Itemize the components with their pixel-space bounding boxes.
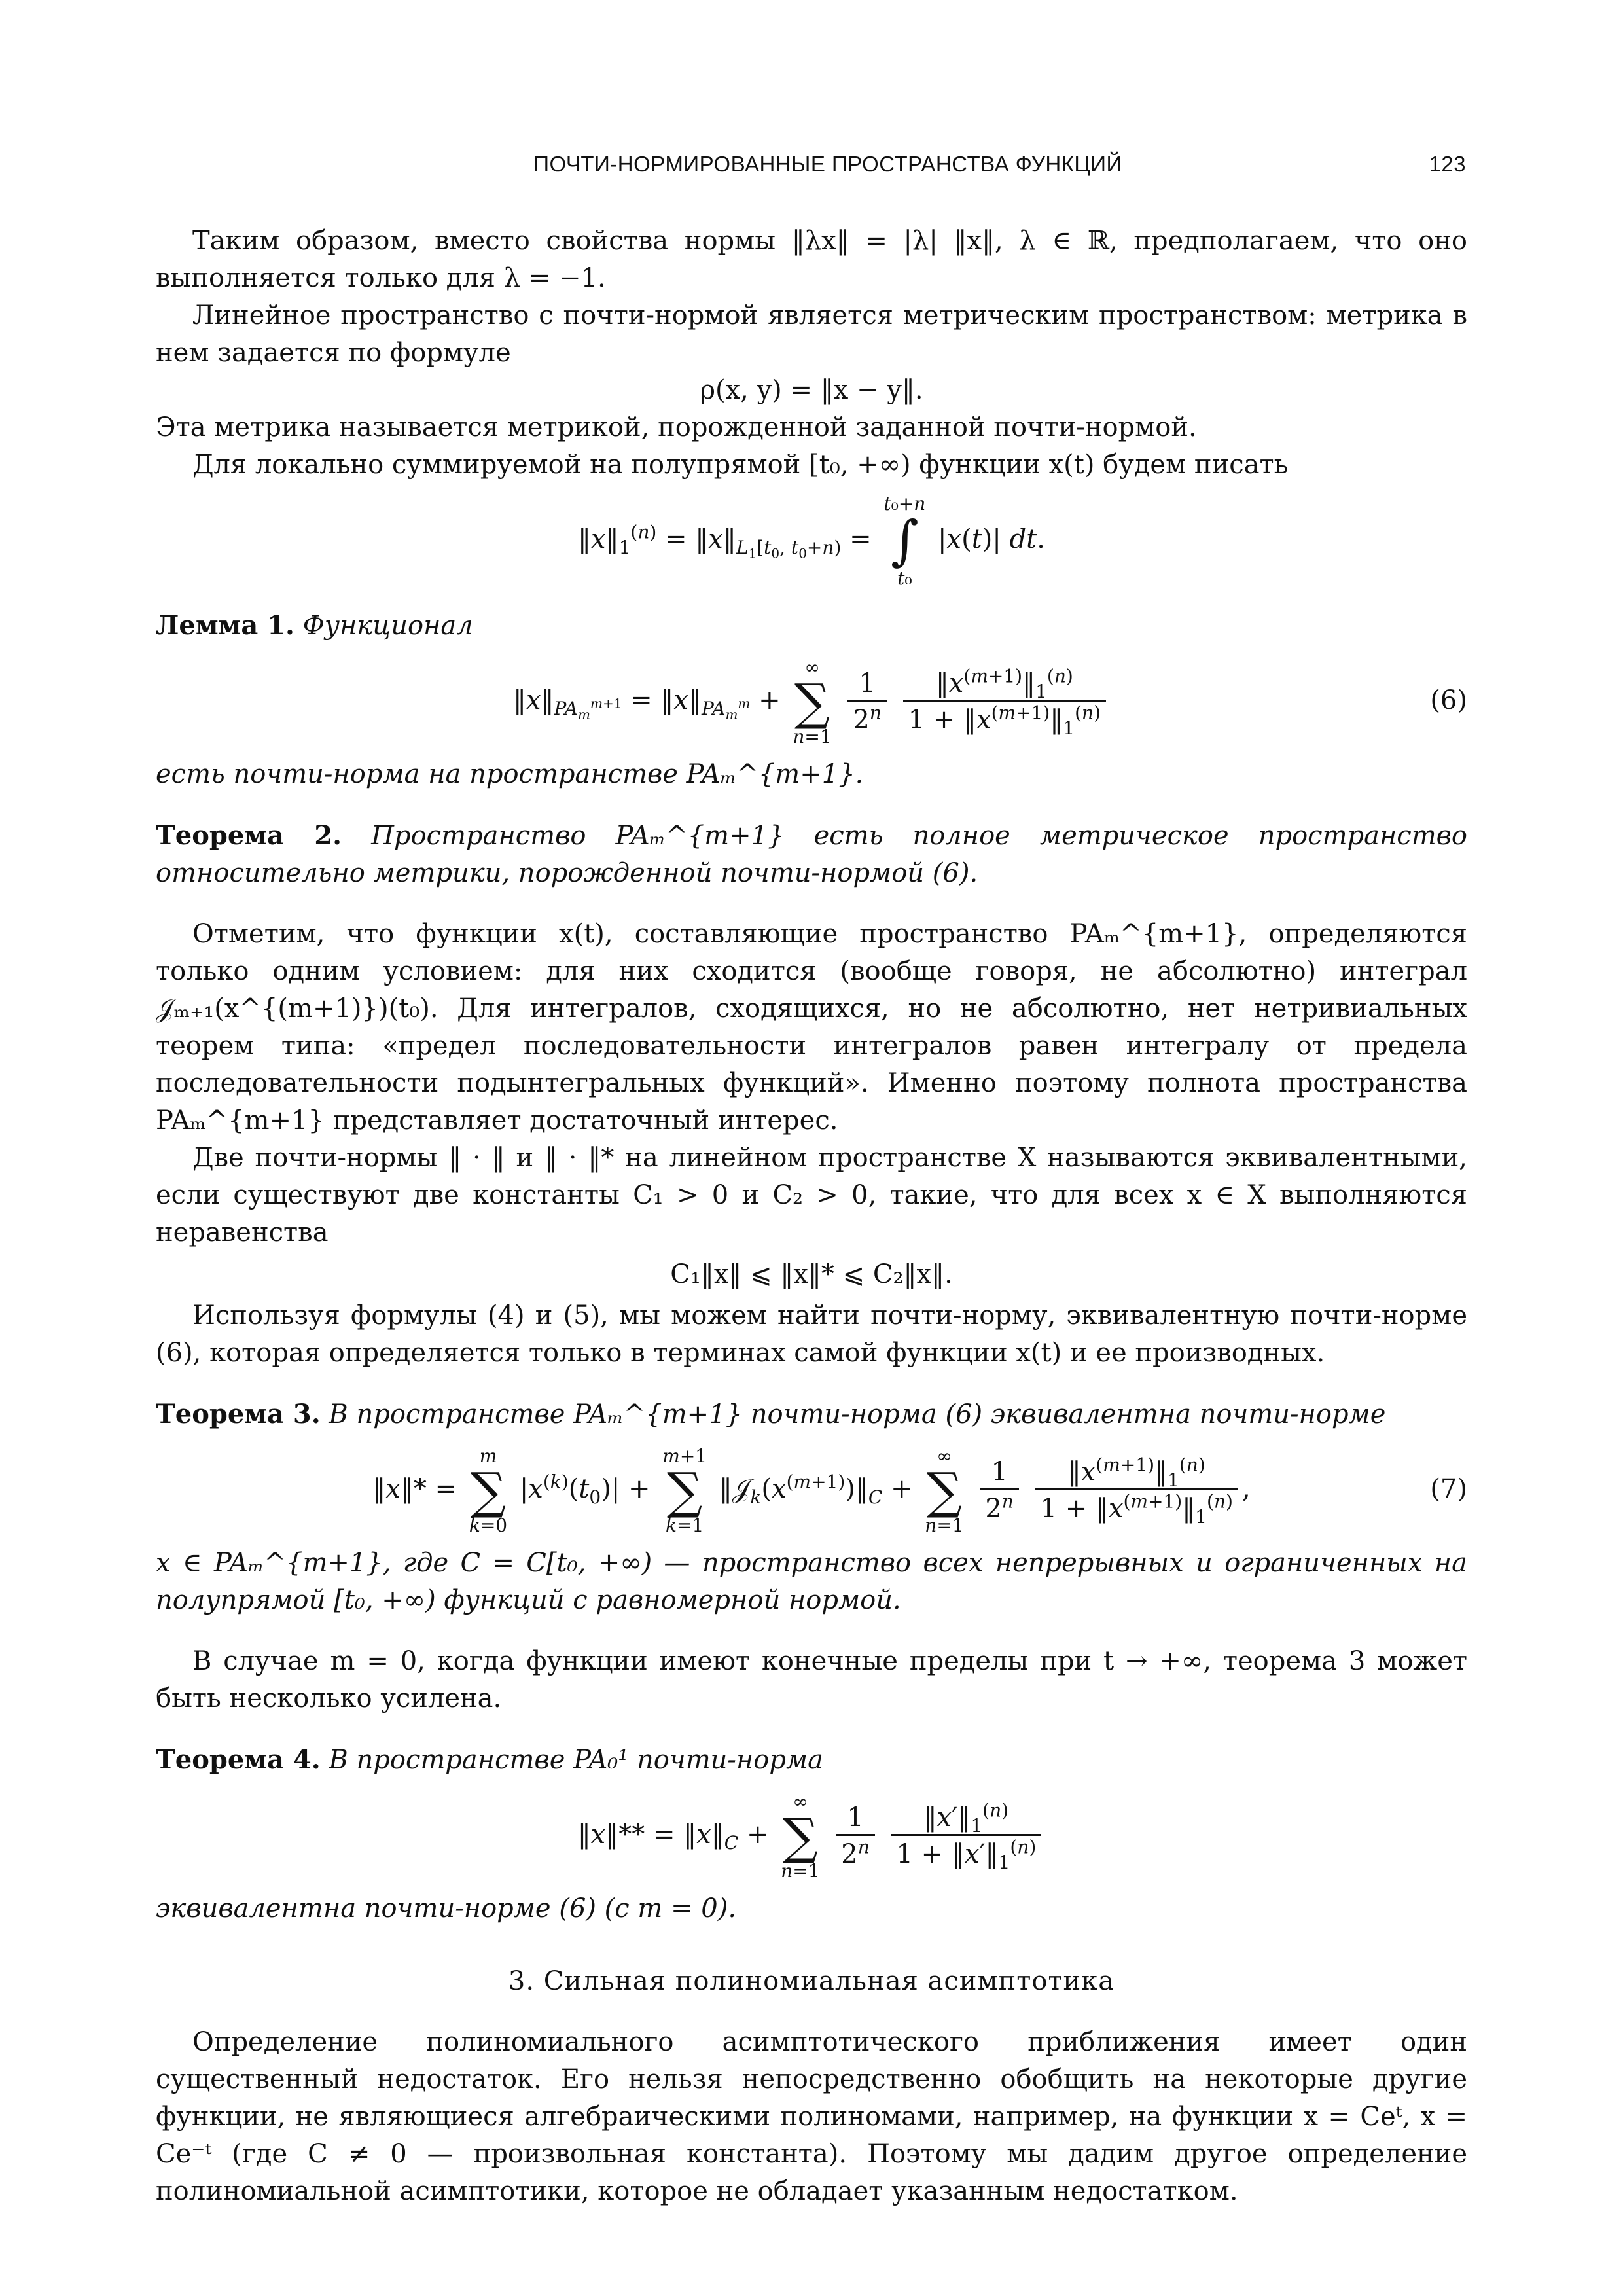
theorem-3-text: В пространстве PAₘ^{m+1} почти-норма (6) эквивалентна почти-норме	[329, 1399, 1386, 1429]
theorem-4-text: В пространстве PA₀¹ почти-норма	[329, 1745, 823, 1775]
equation-6: $‖x‖_{PA_m^{m+1}}$ = $‖x‖_{PA_m^m}$ + ∞ ∑ n=1 $\frac{1}{2^n}$ $\frac{‖x^{(m+1)}‖_1^{(n)}}{1 + ‖x^{(m+1)}‖_1^{(n)}}$ (6)	[156, 645, 1467, 756]
theorem-2-text: Пространство PAₘ^{m+1} есть полное метрическое пространство относительно метрики, порожденной почти-нормой (6).	[156, 821, 1467, 888]
section-3-heading: 3. Сильная полиномиальная асимптотика	[508, 1966, 1115, 1996]
theorem-4	[156, 1741, 1467, 1779]
theorem-3	[156, 1395, 1467, 1433]
equation-7: ‖x‖* = m ∑ k=0 $|x^{(k)}(t_0)|$ + m+1 ∑ k=1 $‖𝒥_k(x^{(m+1)})‖_C$ + ∞ ∑ n=1 $\frac{1}{2^n}$ $\frac{‖x^{(m+1)}‖_1^{(n)}}{1 + ‖x^{(m+1)}‖_1^{(n)}}$ , (7)	[156, 1433, 1467, 1545]
theorem-4-conclusion: эквивалентна почти-норме (6) (с m = 0).	[156, 1893, 737, 1924]
lemma-1-conclusion: есть почти-норма на пространстве PAₘ^{m+1}.	[156, 759, 864, 789]
page-number: 123	[1429, 152, 1466, 176]
paragraph-using-formulas: Используя формулы (4) и (5), мы можем найти почти-норму, эквивалентную почти-норме (6), которая определяется только в терминах самой функции x(t) и ее производных.	[156, 1300, 1467, 1368]
paragraph-local-summable: Для локально суммируемой на полупрямой [t₀, +∞) функции x(t) будем писать	[192, 450, 1289, 480]
lemma-1	[156, 607, 1467, 645]
theorem-3-conclusion: x ∈ PAₘ^{m+1}, где C = C[t₀, +∞) — пространство всех непрерывных и ограниченных на полупрямой [t₀, +∞) функций с равномерной нормой.	[156, 1548, 1467, 1615]
equation-number-7: (7)	[1430, 1474, 1467, 1504]
theorem-4-label: Теорема 4.	[156, 1744, 321, 1775]
equation-star-star: ‖x‖** = $‖x‖_C$ + ∞ ∑ n=1 $\frac{1}{2^n}$ $\frac{‖x'‖_1^{(n)}}{1 + ‖x'‖_1^{(n)}}$	[156, 1779, 1467, 1890]
equation-metric: ρ(x, y) = ‖x − y‖.	[700, 375, 923, 405]
lemma-1-text: Функционал	[302, 611, 473, 641]
paragraph-induced-metric: Эта метрика называется метрикой, порожденной заданной почти-нормой.	[156, 412, 1197, 442]
equation-number-6: (6)	[1430, 685, 1467, 715]
theorem-2	[156, 817, 1467, 892]
equation-inequality: C₁‖x‖ ⩽ ‖x‖* ⩽ C₂‖x‖.	[670, 1259, 953, 1289]
paragraph-convergence-remark: Отметим, что функции x(t), составляющие пространство PAₘ^{m+1}, определяются только одним условием: для них сходится (вообще говоря, не абсолютно) интеграл 𝒥ₘ₊₁(x^{(m+1)})(t₀). Для интегралов, сходящихся, но не абсолютно, нет нетривиальных теорем типа: «предел последовательности интегралов равен интегралу от предела последовательности подынтегральных функций». Именно поэтому полнота пространства PAₘ^{m+1} представляет достаточный интерес.	[156, 919, 1467, 1136]
paragraph-polynomial-asymptotics: Определение полиномиального асимптотического приближения имеет один существенный недостаток. Его нельзя непосредственно обобщить на некоторые другие функции, не являющиеся алгебраическими полиномами, например, на функции x = Ceᵗ, x = Ce⁻ᵗ (где C ≠ 0 — произвольная константа). Поэтому мы дадим другое определение полиномиальной асимптотики, которое не обладает указанным недостатком.	[156, 2027, 1467, 2206]
theorem-2-label: Теорема 2.	[156, 820, 342, 851]
equation-l1-norm: $‖x‖_1^{(n)}$ = $‖x‖_{L_1[t_0, t_0+n)}$ = t₀+n ∫ t₀ |x(t)| dt.	[578, 493, 1045, 589]
paragraph-metric-space: Линейное пространство с почти-нормой является метрическим пространством: метрика в нем задается по формуле	[156, 300, 1467, 368]
running-header	[190, 152, 1466, 185]
paragraph-norm-property: Таким образом, вместо свойства нормы ‖λx‖ = |λ| ‖x‖, λ ∈ ℝ, предполагаем, что оно выполняется только для λ = −1.	[156, 226, 1467, 293]
paragraph-case-m0: В случае m = 0, когда функции имеют конечные пределы при t → +∞, теорема 3 может быть несколько усилена.	[156, 1646, 1467, 1713]
paragraph-equivalent-norms: Две почти-нормы ‖ · ‖ и ‖ · ‖* на линейном пространстве X называются эквивалентными, если существуют две константы C₁ > 0 и C₂ > 0, такие, что для всех x ∈ X выполняются неравенства	[156, 1143, 1467, 1247]
lemma-1-label: Лемма 1.	[156, 610, 294, 641]
page-body	[156, 223, 1467, 2210]
theorem-3-label: Теорема 3.	[156, 1399, 321, 1429]
running-title: ПОЧТИ-НОРМИРОВАННЫЕ ПРОСТРАНСТВА ФУНКЦИЙ	[533, 152, 1122, 176]
